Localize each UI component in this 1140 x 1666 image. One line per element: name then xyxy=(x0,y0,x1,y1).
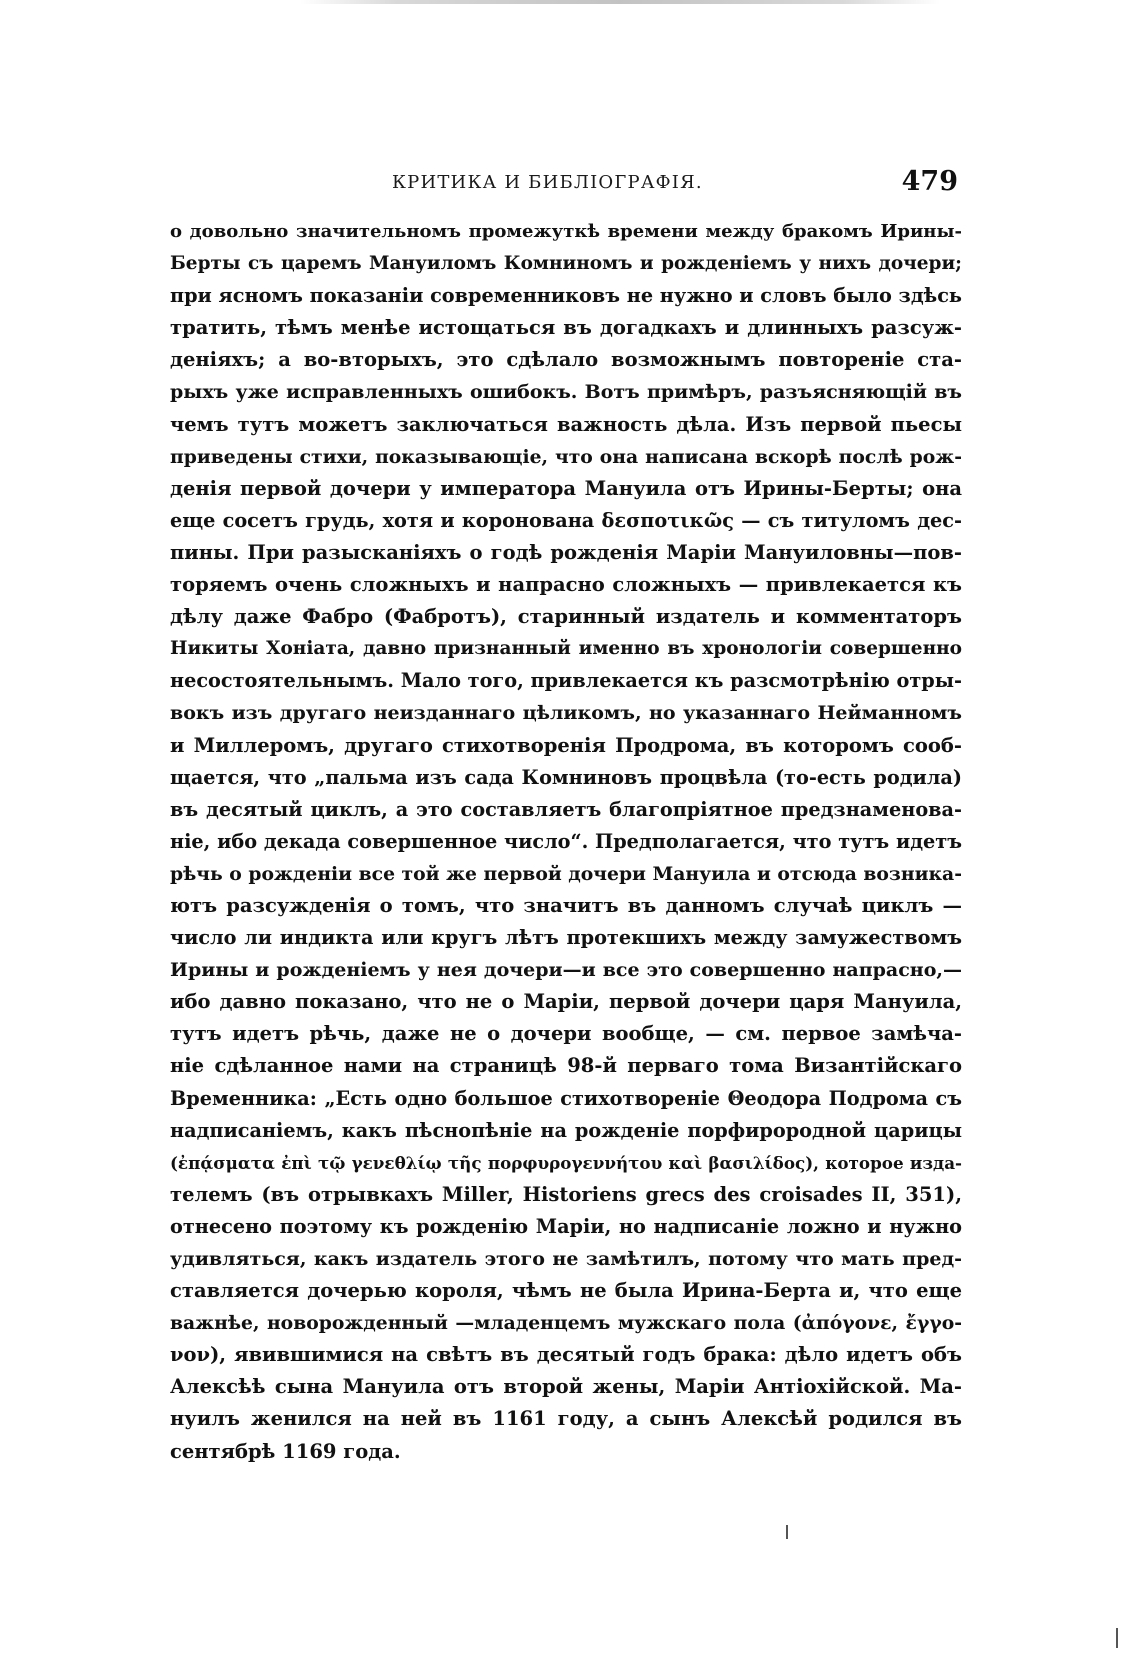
text-line: (ἐπᾴσματα ἐπὶ τῷ γενεθλίῳ τῆς πορφυρογεννήτου καὶ βασιλίδος), которое изда- xyxy=(170,1152,962,1173)
text-line: нуилъ женился на ней въ 1161 году, а сынъ Алексѣй родился въ xyxy=(170,1407,962,1431)
text-line: число ли индикта или кругъ лѣтъ протекшихъ между замужествомъ xyxy=(170,926,962,950)
text-line: отнесено поэтому къ рожденію Маріи, но надписаніе ложно и нужно xyxy=(170,1214,962,1238)
text-line: надписаніемъ, какъ пѣснопѣніе на рожденіе порфирородной царицы xyxy=(170,1118,962,1142)
text-line: сентябрѣ 1169 года. xyxy=(170,1439,401,1463)
text-line: въ десятый циклъ, а это составляетъ благопріятное предзнаменова- xyxy=(170,797,962,821)
stray-mark xyxy=(786,1525,788,1539)
text-line: Берты съ царемъ Мануиломъ Комниномъ и рожденіемъ у нихъ дочери; xyxy=(170,253,962,275)
text-line: тратить, тѣмъ менѣе истощаться въ догадкахъ и длинныхъ разсуж- xyxy=(170,316,962,340)
text-line: торяемъ очень сложныхъ и напрасно сложныхъ — привлекается къ xyxy=(170,573,962,597)
text-line: рѣчь о рожденіи все той же первой дочери Мануила и отсюда возника- xyxy=(170,862,962,885)
text-line: Ирины и рожденіемъ у нея дочери—и все это совершенно напрасно,— xyxy=(170,959,962,982)
scan-top-edge xyxy=(300,0,940,4)
stray-mark xyxy=(1116,1628,1118,1648)
body-text xyxy=(170,216,962,1468)
text-line: тутъ идетъ рѣчь, даже не о дочери вообще, — см. первое замѣча- xyxy=(170,1022,962,1046)
text-line: удивляться, какъ издатель этого не замѣтилъ, потому что мать пред- xyxy=(170,1248,962,1270)
text-line: о довольно значительномъ промежуткѣ времени между бракомъ Ирины- xyxy=(170,221,962,242)
text-line: ніе сдѣланное нами на страницѣ 98-й перваго тома Византійскаго xyxy=(170,1054,962,1078)
text-line: щается, что „пальма изъ сада Комниновъ процвѣла (то-есть родила) xyxy=(170,765,962,789)
page-number: 479 xyxy=(901,166,958,197)
text-line: рыхъ уже исправленныхъ ошибокъ. Вотъ примѣръ, разъясняющій въ xyxy=(170,381,962,404)
running-title: КРИТИКА И БИБЛІОГРАФІЯ. xyxy=(392,172,703,193)
text-line: несостоятельнымъ. Мало того, привлекается къ разсмотрѣнію отры- xyxy=(170,669,962,693)
text-line: ютъ разсужденія о томъ, что значитъ въ данномъ случаѣ циклъ — xyxy=(170,893,962,917)
text-line: приведены стихи, показывающіе, что она написана вскорѣ послѣ рож- xyxy=(170,445,962,468)
text-line: вокъ изъ другаго неизданнаго цѣликомъ, но указаннаго Нейманномъ xyxy=(170,702,962,725)
text-line: ніе, ибо декада совершенное число“. Предполагается, что тутъ идетъ xyxy=(170,829,962,853)
text-line: пины. При разысканіяхъ о годѣ рожденія Маріи Мануиловны—пов- xyxy=(170,540,962,564)
text-line: ставляется дочерью короля, чѣмъ не была Ирина-Берта и, что еще xyxy=(170,1279,962,1303)
text-line: и Миллеромъ, другаго стихотворенія Продрома, въ которомъ сооб- xyxy=(170,733,962,757)
text-line: ибо давно показано, что не о Маріи, первой дочери царя Мануила, xyxy=(170,990,962,1014)
text-line: дѣлу даже Фабро (Фабротъ), старинный издатель и комментаторъ xyxy=(170,605,962,629)
text-line: денія первой дочери у императора Мануила отъ Ирины-Берты; она xyxy=(170,476,962,500)
text-line: Никиты Хоніата, давно признанный именно въ хронологіи совершенно xyxy=(170,638,962,660)
text-line: Временника: „Есть одно большое стихотвореніе Θеодора Подрома съ xyxy=(170,1086,962,1110)
text-line: Алексѣѣ сына Мануила отъ второй жены, Маріи Антіохійской. Ма- xyxy=(170,1375,962,1399)
text-line: при ясномъ показаніи современниковъ не нужно и словъ было здѣсь xyxy=(170,284,962,308)
page-header xyxy=(170,166,962,206)
text-line: важнѣе, новорожденный —младенцемъ мужскаго пола (ἀπόγονε, ἔγγο- xyxy=(170,1312,962,1335)
text-line: чемъ тутъ можетъ заключаться важность дѣла. Изъ первой пьесы xyxy=(170,412,962,436)
text-line: νον), явившимися на свѣтъ въ десятый годъ брака: дѣло идетъ объ xyxy=(170,1343,962,1367)
text-line: телемъ (въ отрывкахъ Miller, Historiens grecs des croisades II, 351), xyxy=(170,1182,962,1206)
text-line: деніяхъ; а во-вторыхъ, это сдѣлало возможнымъ повтореніе ста- xyxy=(170,348,962,372)
text-line: еще сосетъ грудь, хотя и коронована δεσποτικῶς — съ титуломъ дес- xyxy=(170,508,962,532)
